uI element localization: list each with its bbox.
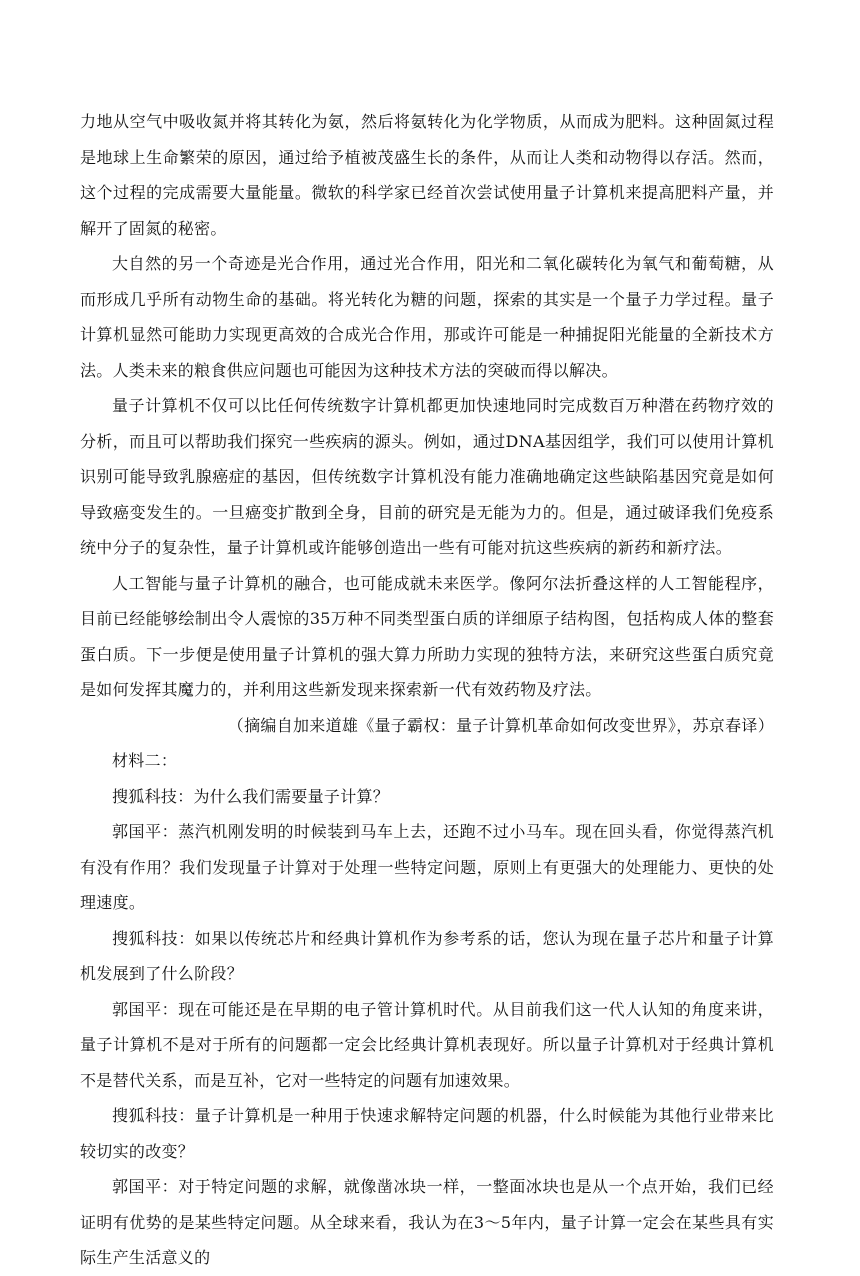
source-citation: （摘编自加来道雄《量子霸权：量子计算机革命如何改变世界》，苏京春译）: [227, 715, 774, 735]
interview-question-2: 搜狐科技：如果以传统芯片和经典计算机作为参考系的话，您认为现在量子芯片和量子计算机发展到了什么阶段？: [80, 928, 774, 983]
body-paragraph-ai-medicine: 人工智能与量子计算机的融合，也可能成就未来医学。像阿尔法折叠这样的人工智能程序，目前已经能够绘制出令人震惊的35万种不同类型蛋白质的详细原子结构图，包括构成人体的整套蛋白质。下一步便是使用量子计算机的强大算力所助力实现的独特方法，来研究这些蛋白质究竟是如何发挥其魔力的，并利用这些新发现来探索新一代有效药物及疗法。: [80, 573, 774, 699]
interview-answer-3: 郭国平：对于特定问题的求解，就像凿冰块一样，一整面冰块也是从一个点开始，我们已经证明有优势的是某些特定问题。从全球来看，我认为在3～5年内，量子计算一定会在某些具有实际生产生活意义的: [80, 1177, 774, 1267]
body-paragraph-drug-research: 量子计算机不仅可以比任何传统数字计算机都更加快速地同时完成数百万种潜在药物疗效的分析，而且可以帮助我们探究一些疾病的源头。例如，通过DNA基因组学，我们可以使用计算机识别可能导致乳腺癌症的基因，但传统数字计算机没有能力准确地确定这些缺陷基因究竟是如何导致癌变发生的。一旦癌变扩散到全身，目前的研究是无能为力的。但是，通过破译我们免疫系统中分子的复杂性，量子计算机或许能够创造出一些有可能对抗这些疾病的新药和新疗法。: [80, 396, 774, 557]
interview-question-1: 搜狐科技：为什么我们需要量子计算？: [112, 786, 390, 806]
section-heading-material-two: 材料二：: [112, 751, 178, 770]
body-paragraph-nitrogen-fixation: 力地从空气中吸收氮并将其转化为氨，然后将氨转化为化学物质，从而成为肥料。这种固氮过程是地球上生命繁荣的原因，通过给予植被茂盛生长的条件，从而让人类和动物得以存活。然而，这个过程的完成需要大量能量。微软的科学家已经首次尝试使用量子计算机来提高肥料产量，并解开了固氮的秘密。: [80, 112, 774, 238]
interview-question-3: 搜狐科技：量子计算机是一种用于快速求解特定问题的机器，什么时候能为其他行业带来比较切实的改变？: [80, 1106, 774, 1161]
interview-answer-2: 郭国平：现在可能还是在早期的电子管计算机时代。从目前我们这一代人认知的角度来讲，量子计算机不是对于所有的问题都一定会比经典计算机表现好。所以量子计算机对于经典计算机不是替代关系，而是互补，它对一些特定的问题有加速效果。: [80, 999, 774, 1090]
interview-answer-1: 郭国平：蒸汽机刚发明的时候装到马车上去，还跑不过小马车。现在回头看，你觉得蒸汽机有没有作用？我们发现量子计算对于处理一些特定问题，原则上有更强大的处理能力、更快的处理速度。: [80, 822, 774, 912]
body-paragraph-photosynthesis: 大自然的另一个奇迹是光合作用，通过光合作用，阳光和二氧化碳转化为氧气和葡萄糖，从而形成几乎所有动物生命的基础。将光转化为糖的问题，探索的其实是一个量子力学过程。量子计算机显然可能助力实现更高效的合成光合作用，那或许可能是一种捕捉阳光能量的全新技术方法。人类未来的粮食供应问题也可能因为这种技术方法的突破而得以解决。: [80, 254, 774, 380]
